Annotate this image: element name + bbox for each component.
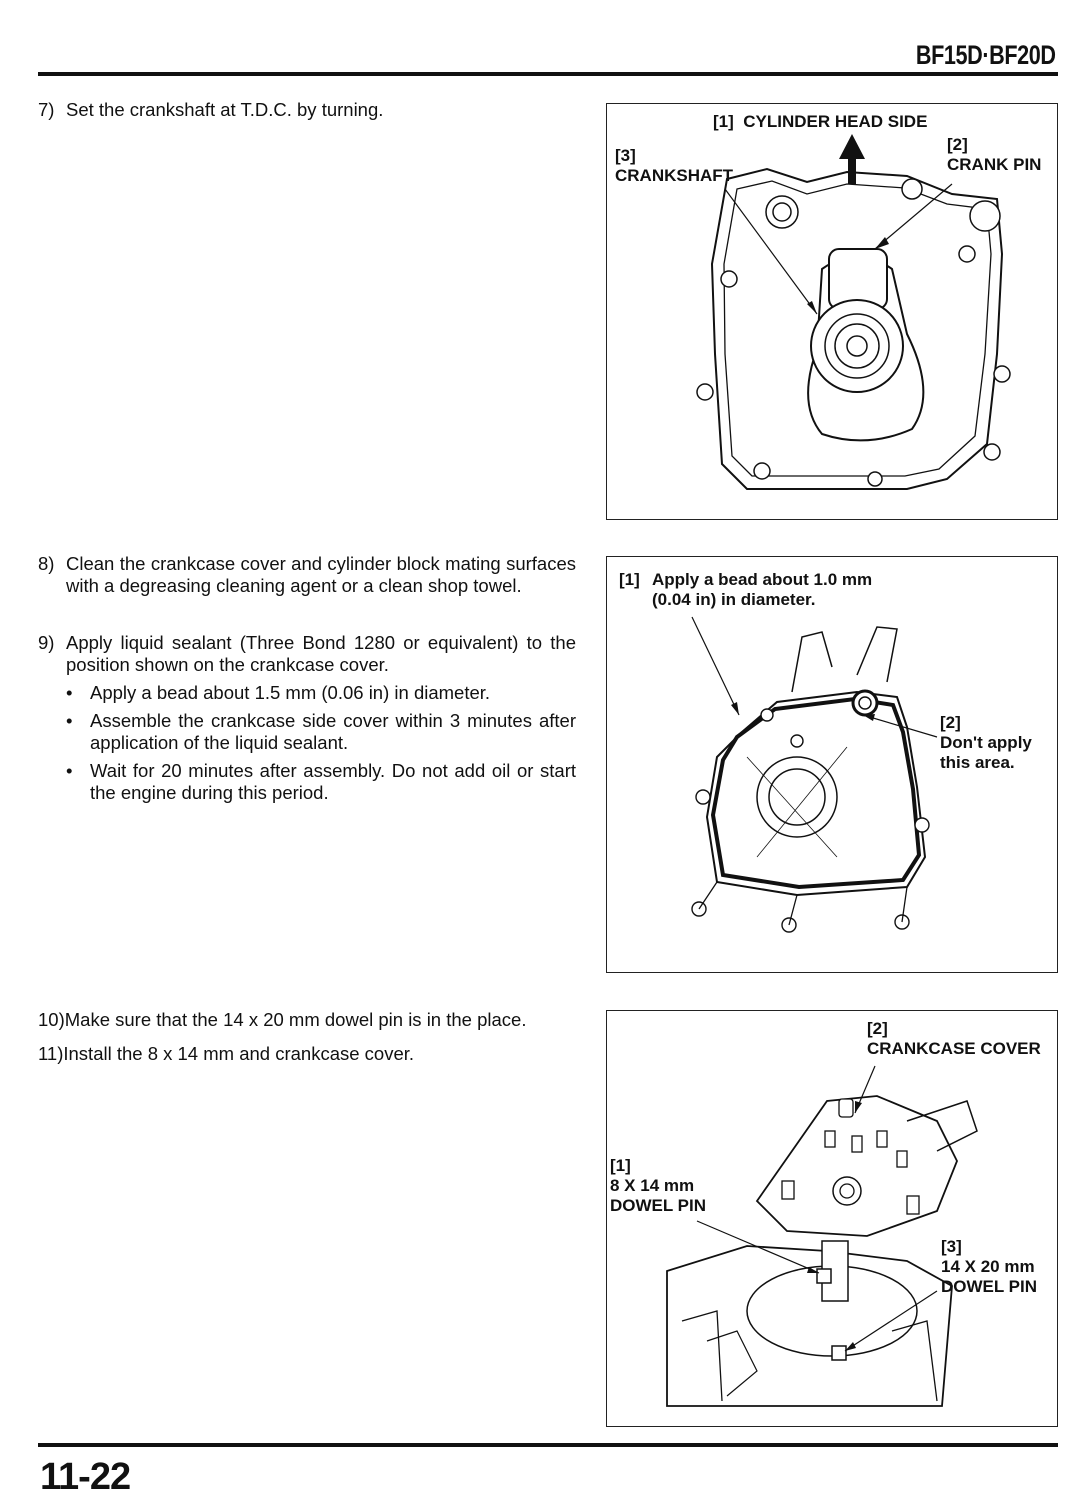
- step-number: 7): [38, 99, 55, 120]
- label-14x20-num: [3]: [941, 1237, 962, 1256]
- label-cylinder-head-side: [1] CYLINDER HEAD SIDE: [713, 112, 928, 131]
- step-number: 11): [38, 1043, 64, 1064]
- bullet-text: Assemble the crankcase side cover within 3 minutes after application of the liquid sealant.: [90, 710, 576, 753]
- bullet-text: Wait for 20 minutes after assembly. Do not add oil or start the engine during this period.: [90, 760, 576, 803]
- engine-block-drawing: [607, 1011, 1057, 1426]
- label-crank-pin: CRANK PIN: [947, 155, 1042, 174]
- step-11: [38, 1043, 576, 1065]
- label-14x20-line1: 14 X 20 mm: [941, 1257, 1035, 1276]
- label-crank-pin-num: [2]: [947, 135, 968, 154]
- step-number: 9): [38, 632, 55, 653]
- page-number: 11-22: [40, 1456, 131, 1498]
- step-text: Install the 8 x 14 mm and crankcase cover.: [63, 1043, 415, 1064]
- bullet-dot: •: [66, 710, 73, 731]
- label-crankshaft: CRANKSHAFT: [615, 166, 734, 185]
- model-title: BF15D·BF20D: [916, 40, 1056, 70]
- bullet-item: [66, 710, 576, 754]
- step-9: [38, 632, 576, 676]
- label-dont-apply-line2: this area.: [940, 753, 1015, 772]
- label-crankcase-cover: CRANKCASE COVER: [867, 1039, 1041, 1058]
- step-text: Make sure that the 14 x 20 mm dowel pin is in the place.: [64, 1009, 527, 1030]
- bullet-item: [66, 760, 576, 804]
- bullet-item: [66, 682, 576, 704]
- label-8x14-line2: DOWEL PIN: [610, 1196, 707, 1215]
- step-8: [38, 553, 576, 597]
- bullet-dot: •: [66, 760, 73, 781]
- label-crankcase-cover-num: [2]: [867, 1019, 888, 1038]
- label-8x14-num: [1]: [610, 1156, 631, 1175]
- label-apply-bead-num: [1]: [619, 570, 640, 589]
- footer-rule: [38, 1443, 1058, 1447]
- label-8x14-line1: 8 X 14 mm: [610, 1176, 695, 1195]
- bullet-text: Apply a bead about 1.5 mm (0.06 in) in diameter.: [90, 682, 491, 703]
- label-crankshaft-num: [3]: [615, 146, 636, 165]
- step-text: Clean the crankcase cover and cylinder block mating surfaces with a degreasing cleaning agent or a clean shop towel.: [66, 553, 576, 596]
- header-rule: [38, 72, 1058, 76]
- bullet-dot: •: [66, 682, 73, 703]
- label-apply-bead-line2: (0.04 in) in diameter.: [652, 590, 816, 609]
- figure-sealant-application: [606, 556, 1058, 973]
- step-7: [38, 99, 576, 121]
- step-number: 8): [38, 553, 55, 574]
- step-text: Apply liquid sealant (Three Bond 1280 or equivalent) to the position shown on the crankcase cover.: [66, 632, 576, 675]
- label-apply-bead-line1: Apply a bead about 1.0 mm: [652, 570, 873, 589]
- label-dont-apply-num: [2]: [940, 713, 961, 732]
- label-dont-apply-line1: Don't apply: [940, 733, 1032, 752]
- figure-dowel-pins: [606, 1010, 1058, 1427]
- step-number: 10): [38, 1009, 65, 1030]
- step-10: [38, 1009, 576, 1031]
- figure-crankshaft-tdc: [606, 103, 1058, 520]
- step-text: Set the crankshaft at T.D.C. by turning.: [66, 99, 384, 120]
- label-14x20-line2: DOWEL PIN: [941, 1277, 1038, 1296]
